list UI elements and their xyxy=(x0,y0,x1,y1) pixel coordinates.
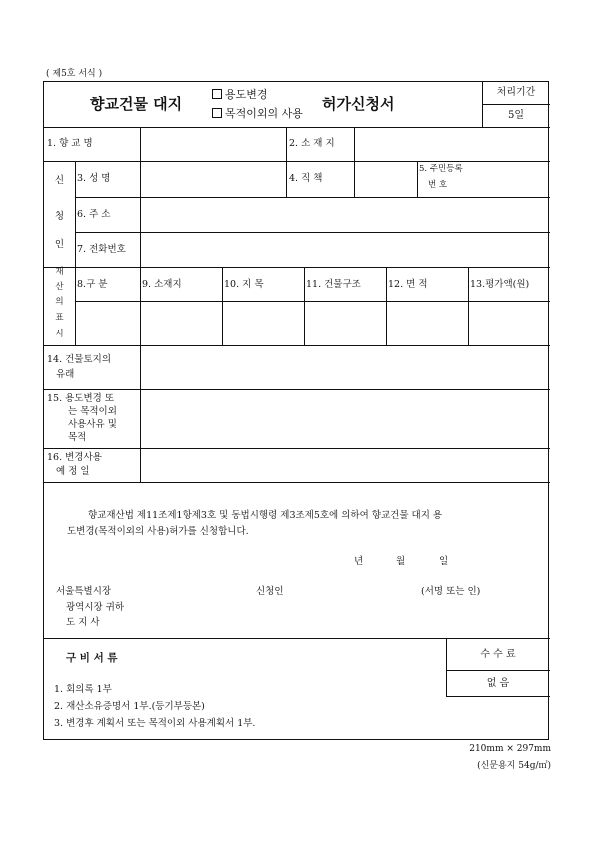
form-title-part2: 허가신청서 xyxy=(322,95,395,113)
label-address: 6. 주 소 xyxy=(77,209,111,220)
document-item-1: 1. 회의록 1부 xyxy=(54,684,112,695)
label-reason-1: 15. 용도변경 또 xyxy=(47,393,115,404)
applicant-vertical-3: 인 xyxy=(54,239,65,250)
document-item-2: 2. 재산소유증명서 1부.(등기부등본) xyxy=(54,701,205,712)
date-year-label: 년 xyxy=(354,556,364,567)
application-form xyxy=(43,81,549,740)
signature-or-seal-label: (서명 또는 인) xyxy=(421,586,481,597)
label-reason-4: 목적 xyxy=(68,432,87,443)
date-day-label: 일 xyxy=(439,556,449,567)
label-school-name: 1. 향 교 명 xyxy=(47,138,93,149)
label-resident-no-2: 번 호 xyxy=(428,180,448,190)
label-area: 12. 면 적 xyxy=(388,279,428,290)
label-location: 2. 소 재 지 xyxy=(289,138,335,149)
label-reason-2: 는 목적이외 xyxy=(68,406,117,417)
form-title-part1: 향교건물 대지 xyxy=(90,95,183,113)
label-resident-no-1: 5. 주민등록 xyxy=(419,164,463,174)
statement-line-1: 향교재산법 제11조제1항제3호 및 동법시행령 제3조제5호에 의하여 향교건물 대지 용 xyxy=(88,510,443,521)
property-vertical-4: 표 xyxy=(55,313,64,323)
option-other-use-label: 목적이외의 사용 xyxy=(225,107,303,120)
form-number: ( 제5호 서식 ) xyxy=(46,69,103,79)
paper-type: (신문용지 54g/㎡) xyxy=(477,761,551,771)
property-vertical-1: 재 xyxy=(55,267,64,277)
processing-period-value: 5일 xyxy=(507,110,525,121)
label-position: 4. 직 책 xyxy=(289,173,323,184)
applicant-vertical-1: 신 xyxy=(54,175,65,186)
property-vertical-5: 시 xyxy=(55,329,64,339)
checkbox-icon xyxy=(212,89,222,99)
label-name: 3. 성 명 xyxy=(77,173,111,184)
applicant-vertical-2: 청 xyxy=(54,211,65,222)
label-date-2: 예 정 일 xyxy=(56,466,90,477)
statement-line-2: 도변경(목적이외의 사용)허가를 신청합니다. xyxy=(67,526,249,537)
property-vertical-3: 의 xyxy=(55,297,64,307)
date-month-label: 월 xyxy=(396,556,406,567)
label-phone: 7. 전화번호 xyxy=(77,244,126,255)
option-change-use xyxy=(212,88,268,101)
label-category: 8.구 분 xyxy=(77,279,108,290)
label-origin-1: 14. 건물토지의 xyxy=(47,354,112,365)
label-date-1: 16. 변경사용 xyxy=(47,452,102,463)
recipient-line-1: 서울특별시장 xyxy=(56,586,112,597)
recipient-line-3: 도 지 사 xyxy=(66,617,100,628)
label-origin-2: 유래 xyxy=(56,369,75,380)
required-documents-title: 구 비 서 류 xyxy=(66,652,118,664)
recipient-line-2: 광역시장 귀하 xyxy=(66,602,125,613)
fee-value: 없 음 xyxy=(486,678,510,689)
label-reason-3: 사용사유 및 xyxy=(68,419,117,430)
label-land-type: 10. 지 목 xyxy=(224,279,264,290)
label-prop-location: 9. 소재지 xyxy=(142,279,182,290)
processing-period-label: 처리기간 xyxy=(496,87,536,98)
fee-label: 수 수 료 xyxy=(480,649,516,660)
document-item-3: 3. 변경후 계획서 또는 목적이외 사용계획서 1부. xyxy=(54,718,256,729)
label-valuation: 13.평가액(원) xyxy=(470,279,530,290)
paper-size: 210mm × 297mm xyxy=(469,744,551,754)
option-change-use-label: 용도변경 xyxy=(225,88,268,101)
property-vertical-2: 산 xyxy=(55,282,64,292)
option-other-use xyxy=(212,107,303,120)
label-structure: 11. 건물구조 xyxy=(306,279,361,290)
applicant-signature-label: 신청인 xyxy=(256,586,284,597)
checkbox-icon xyxy=(212,108,222,118)
